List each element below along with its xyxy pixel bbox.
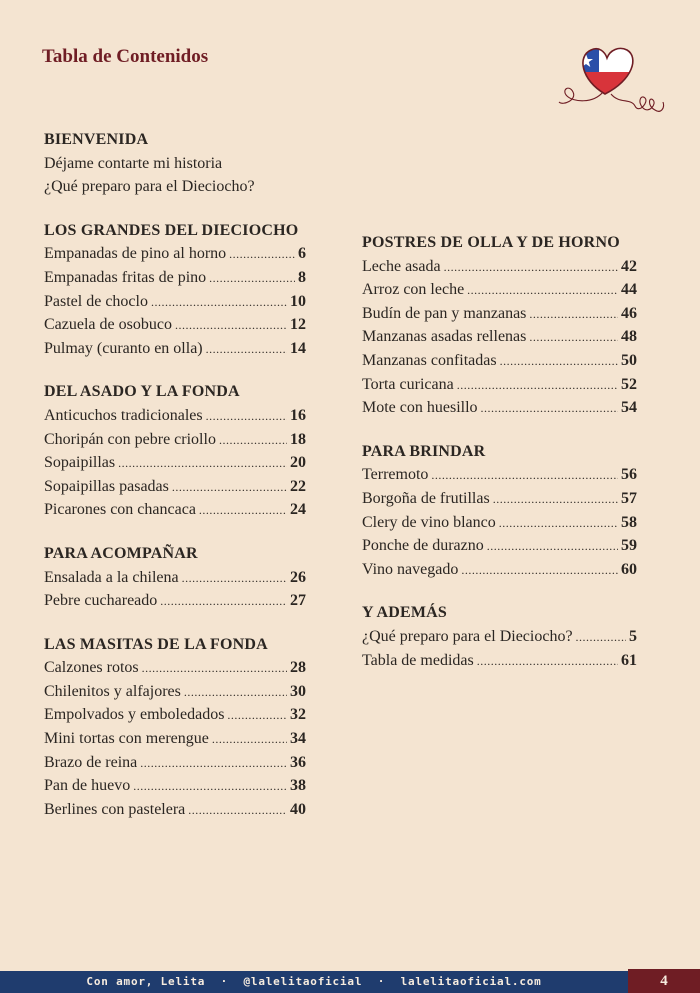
toc-entry-page: 10: [290, 292, 306, 310]
toc-entry[interactable]: [44, 242, 306, 266]
toc-section: [44, 633, 306, 822]
footer-separator: ·: [220, 975, 229, 988]
toc-entry[interactable]: [44, 266, 306, 290]
dot-leader: [118, 452, 287, 476]
toc-left-sections: [44, 219, 306, 822]
dot-leader: [477, 650, 618, 674]
section-heading: DEL ASADO Y LA FONDA: [44, 383, 240, 401]
toc-entry-page: 16: [290, 406, 306, 424]
toc-entry[interactable]: [362, 325, 637, 349]
dot-leader: [229, 243, 295, 267]
toc-entry[interactable]: [362, 649, 637, 673]
toc-entry-page: 32: [290, 706, 306, 724]
toc-entry-page: 24: [290, 501, 306, 519]
toc-entry-label: Cazuela de osobuco: [44, 316, 172, 334]
toc-entry-label: Ponche de durazno: [362, 537, 484, 555]
toc-entry-page: 48: [621, 328, 637, 346]
toc-entry-label: Terremoto: [362, 466, 429, 484]
footer-signature: Con amor, Lelita: [86, 975, 206, 988]
toc-entry-label: Clery de vino blanco: [362, 513, 496, 531]
toc-entry-page: 6: [298, 245, 306, 263]
dot-leader: [467, 279, 618, 303]
section-heading: PARA BRINDAR: [362, 442, 486, 460]
toc-entry-label: Sopaipillas: [44, 454, 116, 472]
toc-entry[interactable]: [44, 475, 306, 499]
toc-section: [44, 219, 306, 361]
dot-leader: [529, 303, 618, 327]
toc-entry[interactable]: [362, 625, 637, 649]
toc-entry-page: 36: [290, 753, 306, 771]
toc-entry-page: 18: [290, 430, 306, 448]
toc-entry-page: 22: [290, 477, 306, 495]
toc-entry-page: 27: [290, 592, 306, 610]
toc-entry-label: ¿Qué preparo para el Dieciocho?: [44, 178, 255, 196]
toc-entry-page: 5: [629, 627, 637, 645]
toc-entry[interactable]: [362, 487, 637, 511]
footer-website-link[interactable]: lalelitaoficial.com: [400, 975, 542, 988]
toc-entry[interactable]: [362, 302, 637, 326]
toc-entry[interactable]: [44, 703, 306, 727]
toc-entry-page: 42: [621, 257, 637, 275]
dot-leader: [219, 429, 287, 453]
toc-entry-page: 60: [621, 560, 637, 578]
section-heading: POSTRES DE OLLA Y DE HORNO: [362, 234, 620, 251]
toc-entry-page: 59: [621, 537, 637, 555]
toc-section: [362, 231, 637, 420]
footer-separator: ·: [377, 975, 386, 988]
toc-entry-label: Chilenitos y alfajores: [44, 682, 181, 700]
toc-entry[interactable]: [44, 751, 306, 775]
toc-section: [44, 542, 306, 613]
section-heading: LAS MASITAS DE LA FONDA: [44, 635, 268, 653]
dot-leader: [212, 728, 287, 752]
toc-entry-label: Pastel de choclo: [44, 292, 148, 310]
toc-entry[interactable]: [44, 451, 306, 475]
toc-section: [44, 380, 306, 522]
toc-entry-label: Pan de huevo: [44, 777, 131, 795]
section-heading: LOS GRANDES DEL DIECIOCHO: [44, 221, 299, 239]
dot-leader: [529, 326, 618, 350]
section-heading: Y ADEMÁS: [362, 604, 448, 622]
toc-entry-label: Arroz con leche: [362, 281, 465, 299]
toc-entry[interactable]: [44, 656, 306, 680]
toc-entry-page: 61: [621, 651, 637, 669]
dot-leader: [431, 464, 618, 488]
toc-entry[interactable]: [362, 534, 637, 558]
toc-entry[interactable]: [44, 152, 306, 176]
toc-entry-page: 12: [290, 316, 306, 334]
toc-entry-page: 28: [290, 659, 306, 677]
toc-entry[interactable]: [362, 396, 637, 420]
toc-entry-label: Manzanas asadas rellenas: [362, 328, 527, 346]
toc-entry-label: Empanadas fritas de pino: [44, 268, 207, 286]
toc-entry[interactable]: [44, 313, 306, 337]
toc-entry[interactable]: [44, 404, 306, 428]
dot-leader: [160, 590, 287, 614]
dot-leader: [481, 397, 618, 421]
toc-entry[interactable]: [362, 511, 637, 535]
dot-leader: [499, 512, 618, 536]
toc-entry-page: 58: [621, 513, 637, 531]
toc-right-column: [362, 231, 637, 692]
toc-entry-page: 56: [621, 466, 637, 484]
toc-entry-label: Torta curicana: [362, 375, 454, 393]
toc-entry[interactable]: [362, 463, 637, 487]
section-heading: PARA ACOMPAÑAR: [44, 544, 198, 562]
toc-entry-label: Mote con huesillo: [362, 399, 478, 417]
toc-entry-label: Ensalada a la chilena: [44, 568, 179, 586]
toc-entry[interactable]: [44, 680, 306, 704]
toc-entry-page: 52: [621, 375, 637, 393]
toc-entry[interactable]: [44, 175, 306, 199]
dot-leader: [206, 405, 287, 429]
toc-entry-label: Sopaipillas pasadas: [44, 477, 169, 495]
toc-entry-page: 26: [290, 568, 306, 586]
dot-leader: [199, 499, 287, 523]
toc-entry-page: 57: [621, 489, 637, 507]
toc-entry-label: Manzanas confitadas: [362, 351, 497, 369]
toc-entry-label: Mini tortas con merengue: [44, 730, 209, 748]
dot-leader: [444, 256, 618, 280]
dot-leader: [133, 775, 287, 799]
toc-entry[interactable]: [362, 278, 637, 302]
toc-entry[interactable]: [362, 373, 637, 397]
toc-entry-page: 40: [290, 800, 306, 818]
toc-entry-page: 34: [290, 730, 306, 748]
dot-leader: [461, 559, 618, 583]
toc-entry[interactable]: [44, 337, 306, 361]
toc-entry-page: 20: [290, 454, 306, 472]
dot-leader: [182, 567, 287, 591]
dot-leader: [457, 374, 618, 398]
page-title: Tabla de Contenidos: [42, 46, 209, 67]
dot-leader: [209, 267, 295, 291]
toc-entry[interactable]: [44, 727, 306, 751]
toc-entry-label: Déjame contarte mi historia: [44, 154, 223, 172]
dot-leader: [175, 314, 287, 338]
dot-leader: [188, 799, 287, 823]
toc-entry-label: Pebre cuchareado: [44, 592, 158, 610]
toc-entry-label: Empolvados y emboledados: [44, 706, 225, 724]
toc-entry-label: Berlines con pastelera: [44, 800, 186, 818]
page-number: 4: [628, 969, 700, 993]
toc-left-column: [44, 128, 306, 841]
dot-leader: [487, 535, 618, 559]
footer-social-handle[interactable]: @lalelitaoficial: [243, 975, 363, 988]
toc-entry-label: Tabla de medidas: [362, 651, 474, 669]
section-heading: BIENVENIDA: [44, 131, 149, 148]
toc-entry-label: Pulmay (curanto en olla): [44, 339, 203, 357]
dot-leader: [500, 350, 618, 374]
toc-entry-page: 38: [290, 777, 306, 795]
dot-leader: [151, 291, 287, 315]
dot-leader: [142, 657, 287, 681]
toc-entry-page: 46: [621, 304, 637, 322]
dot-leader: [576, 626, 626, 650]
toc-entry-label: Empanadas de pino al horno: [44, 245, 227, 263]
toc-entry-label: Choripán con pebre criollo: [44, 430, 216, 448]
toc-section: [362, 601, 637, 672]
toc-entry-page: 14: [290, 339, 306, 357]
toc-entry-page: 8: [298, 268, 306, 286]
toc-entry-label: Leche asada: [362, 257, 441, 275]
toc-entry-label: Anticuchos tradicionales: [44, 406, 203, 424]
dot-leader: [172, 476, 287, 500]
dot-leader: [140, 752, 287, 776]
toc-entry[interactable]: [44, 566, 306, 590]
footer-bar: [0, 971, 700, 993]
toc-entry-label: Borgoña de frutillas: [362, 489, 490, 507]
toc-entry-label: Picarones con chancaca: [44, 501, 196, 519]
dot-leader: [493, 488, 618, 512]
toc-right-sections: [362, 231, 637, 672]
toc-section-bienvenida: [44, 128, 306, 199]
toc-entry-page: 30: [290, 682, 306, 700]
toc-entry[interactable]: [44, 428, 306, 452]
toc-entry[interactable]: [44, 290, 306, 314]
toc-entry-label: Budín de pan y manzanas: [362, 304, 527, 322]
toc-entry[interactable]: [44, 774, 306, 798]
toc-entry[interactable]: [362, 255, 637, 279]
toc-section: [362, 440, 637, 582]
toc-entry-label: ¿Qué preparo para el Dieciocho?: [362, 627, 573, 645]
toc-entry-page: 54: [621, 399, 637, 417]
toc-entry[interactable]: [44, 798, 306, 822]
dot-leader: [206, 338, 287, 362]
toc-entry-label: Vino navegado: [362, 560, 459, 578]
toc-entry[interactable]: [362, 558, 637, 582]
toc-entry-page: 44: [621, 281, 637, 299]
toc-entry[interactable]: [362, 349, 637, 373]
toc-entry[interactable]: [44, 589, 306, 613]
chile-flag-heart-icon: [553, 44, 668, 126]
dot-leader: [184, 681, 287, 705]
footer-text: [0, 971, 628, 993]
toc-entry-page: 50: [621, 351, 637, 369]
toc-entry-label: Calzones rotos: [44, 659, 139, 677]
toc-entry-label: Brazo de reina: [44, 753, 138, 771]
toc-entry[interactable]: [44, 498, 306, 522]
dot-leader: [227, 704, 287, 728]
